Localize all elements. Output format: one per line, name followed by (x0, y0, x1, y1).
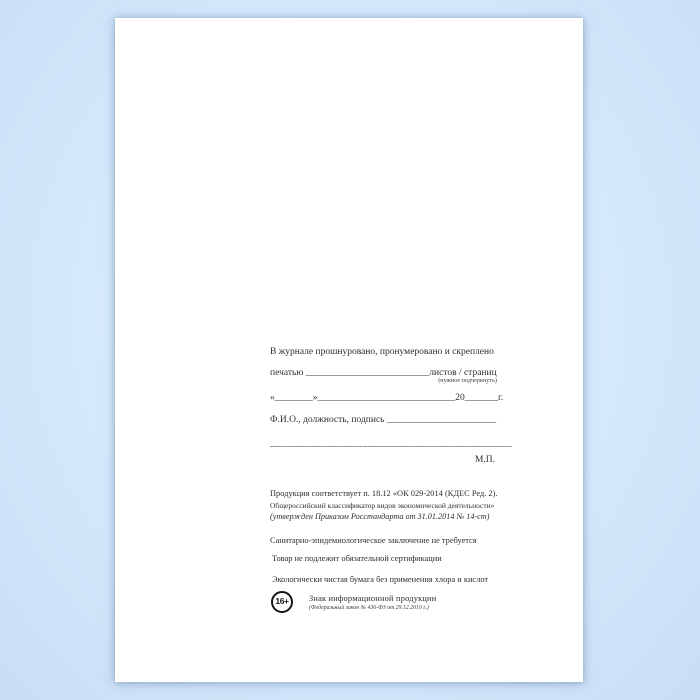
date-line: «________»_____________________________20_______г. (270, 393, 504, 403)
binding-statement-line: В журнале прошнуровано, пронумеровано и скреплено (270, 347, 494, 357)
info-product-title: Знак информационной продукции (309, 594, 437, 603)
product-conformity-line-1: Продукция соответствует п. 18.12 «ОК 029-2014 (КДЕС Ред. 2). (270, 489, 498, 498)
eco-paper-line: Экологически чистая бумага без применения хлора и кислот (272, 575, 489, 584)
signature-line: Ф.И.О., должность, подпись _______________________ (270, 415, 497, 425)
stamp-place-abbr: М.П. (474, 455, 495, 465)
seal-sheets-line: печатью __________________________листов / страниц (270, 368, 497, 378)
age-16-badge-icon: 16+ (271, 591, 293, 613)
product-conformity-line-3: (утвержден Приказом Росстандарта от 31.01.2014 № 14-ст) (270, 512, 490, 521)
info-product-mark-text (309, 591, 436, 611)
product-conformity-line-2: Общероссийский классификатор видов экономической деятельности» (270, 501, 495, 510)
sanitary-conclusion-line: Санитарно-эпидемиологическое заключение не требуется (270, 536, 477, 545)
extra-signature-line: _______________________________________________ (270, 439, 513, 449)
info-product-mark-row (270, 591, 436, 613)
no-certification-line: Товар не подлежит обязательной сертификации (272, 554, 442, 563)
journal-back-page (115, 18, 583, 682)
underline-hint: (нужное подчеркнуть) (438, 377, 497, 384)
info-product-law-note: (Федеральный закон № 436-ФЗ от 29.12.2010 г.) (309, 604, 429, 611)
